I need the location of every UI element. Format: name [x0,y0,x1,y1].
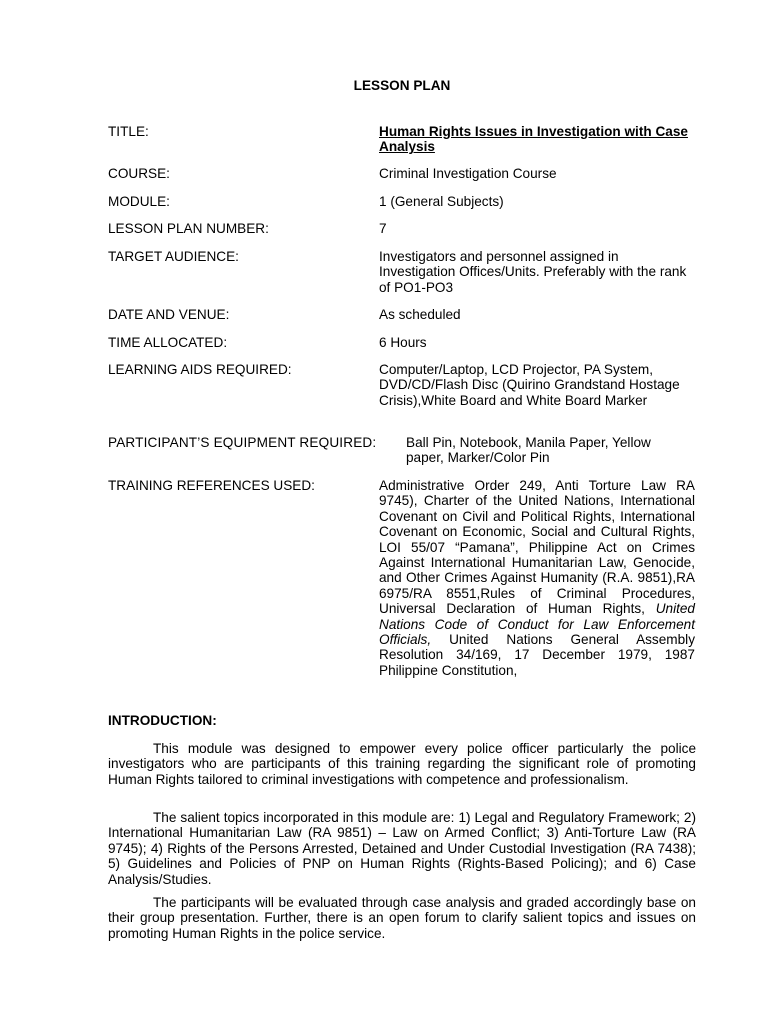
field-label-lesson-plan-number: LESSON PLAN NUMBER: [108,221,269,236]
field-value-training-references [379,478,695,678]
field-value-time-allocated: 6 Hours [379,335,427,350]
field-value-title: Human Rights Issues in Investigation with Case Analysis [379,124,688,155]
field-value-course: Criminal Investigation Course [379,166,557,181]
references-italic-text: United Nations Code of Conduct for Law Enforcement Officials, [379,601,695,648]
equipment-line-2: paper, Marker/Color Pin [406,450,550,466]
field-label-training-references: TRAINING REFERENCES USED: [108,478,315,493]
field-label-course: COURSE: [108,166,170,181]
field-value-participant-equipment [406,435,696,466]
references-text-1: Administrative Order 249, Anti Torture Law RA 9745), Charter of the United Nations, International Covenant on Civil and Political Rights, International Covenant on Economic, Social and Cultural Rights, LOI 55/07 “Pamana”, Philippine Act on Crimes Against International Humanitarian Law, Genocide, and Other Crimes Against Humanity (R.A. 9851),RA 6975/RA 8551,Rules of Criminal Procedures, Universal Declaration of Human Rights, [379,478,695,617]
field-label-participant-equipment: PARTICIPANT’S EQUIPMENT REQUIRED: [108,435,377,450]
document-title: LESSON PLAN [353,78,451,93]
field-label-learning-aids: LEARNING AIDS REQUIRED: [108,362,292,377]
field-label-target-audience: TARGET AUDIENCE: [108,249,239,264]
introduction-paragraph-2: The salient topics incorporated in this module are: 1) Legal and Regulatory Framework; 2) International Humanitarian Law (RA 9851) – Law on Armed Conflict; 3) Anti-Torture Law (RA 9745); 4) Rights of the Persons Arrested, Detained and Under Custodial Investigation (RA 7438); 5) Guidelines and Policies of PNP on Human Rights (Rights-Based Policing); and 6) Case Analysis/Studies. [108,810,696,887]
introduction-heading: INTRODUCTION: [108,713,217,728]
field-label-time-allocated: TIME ALLOCATED: [108,335,228,350]
field-label-title: TITLE: [108,124,149,139]
field-label-date-venue: DATE AND VENUE: [108,307,230,322]
field-value-target-audience: Investigators and personnel assigned in Investigation Offices/Units. Preferably with the rank of PO1-PO3 [379,249,687,295]
references-text-2: United Nations General Assembly Resolution 34/169, 17 December 1979, 1987 Philippine Constitution, [379,632,695,678]
introduction-paragraph-1: This module was designed to empower every police officer particularly the police investigators who are participants of this training regarding the significant role of promoting Human Rights tailored to criminal investigations with competence and professionalism. [108,741,696,787]
field-value-learning-aids: Computer/Laptop, LCD Projector, PA System, DVD/CD/Flash Disc (Quirino Grandstand Hostage Crisis),White Board and White Board Marker [379,362,680,408]
field-value-module: 1 (General Subjects) [379,194,504,209]
equipment-line-1: Ball Pin, Notebook, Manila Paper, Yellow [406,435,651,450]
field-label-module: MODULE: [108,194,170,209]
field-value-date-venue: As scheduled [379,307,461,322]
introduction-paragraph-3: The participants will be evaluated through case analysis and graded accordingly base on their group presentation. Further, there is an open forum to clarify salient topics and issues on promoting Human Rights in the police service. [108,895,696,941]
field-value-lesson-plan-number: 7 [379,221,387,236]
